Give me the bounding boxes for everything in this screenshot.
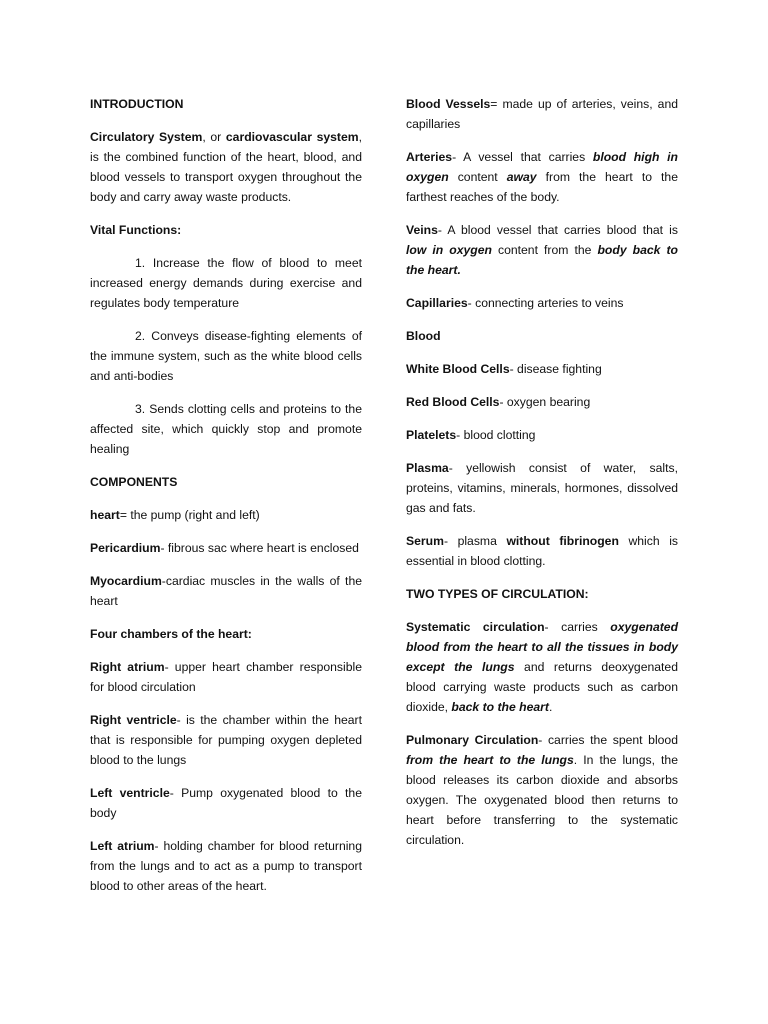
circulation-types-heading: TWO TYPES OF CIRCULATION: <box>406 587 589 601</box>
chambers-heading: Four chambers of the heart: <box>90 627 252 641</box>
definition-red-blood-cells: Red Blood Cells- oxygen bearing <box>406 395 591 409</box>
definition-white-blood-cells: White Blood Cells- disease fighting <box>406 362 602 376</box>
left-column <box>90 94 362 909</box>
right-column <box>406 94 678 863</box>
definition-blood-vessels: Blood Vessels= made up of arteries, veins, and capillaries <box>406 97 679 131</box>
definition-right-atrium: Right atrium- upper heart chamber responsible for blood circulation <box>90 660 362 694</box>
term: cardiovascular system <box>225 130 359 144</box>
definition-veins: Veins- A blood vessel that carries blood that is low in oxygen content from the body back to the heart. <box>406 223 678 277</box>
definition-myocardium: Myocardium-cardiac muscles in the walls of the heart <box>90 574 362 608</box>
definition-right-ventricle: Right ventricle- is the chamber within the heart that is responsible for pumping oxygen depleted blood to the lungs <box>90 713 363 767</box>
definition-heart: heart= the pump (right and left) <box>90 508 260 522</box>
blood-heading: Blood <box>406 329 441 343</box>
definition-plasma: Plasma- yellowish consist of water, salts, proteins, vitamins, minerals, hormones, dissolved gas and fats. <box>406 461 678 515</box>
definition-left-ventricle: Left ventricle- Pump oxygenated blood to the body <box>90 786 362 820</box>
components-heading: COMPONENTS <box>90 475 178 489</box>
vital-function-item: 3. Sends clotting cells and proteins to the affected site, which quickly stop and promote healing <box>90 402 362 456</box>
vital-functions-heading: Vital Functions: <box>90 223 182 237</box>
definition-left-atrium: Left atrium- holding chamber for blood returning from the lungs and to act as a pump to transport blood to other areas of the heart. <box>90 839 362 893</box>
definition-pulmonary-circulation: Pulmonary Circulation- carries the spent blood from the heart to the lungs. In the lungs, the blood releases its carbon dioxide and absorbs oxygen. The oxygenated blood then returns to heart before transferring to the systematic circulation. <box>406 733 678 847</box>
definition-platelets: Platelets- blood clotting <box>406 428 536 442</box>
vital-function-item: 2. Conveys disease-fighting elements of the immune system, such as the white blood cells and anti-bodies <box>90 329 362 383</box>
definition-capillaries: Capillaries- connecting arteries to veins <box>406 296 624 310</box>
term: Circulatory System <box>90 130 203 144</box>
introduction-paragraph: Circulatory System, or cardiovascular system, is the combined function of the heart, blood, and blood vessels to transport oxygen throughout the body and carry away waste products. <box>90 130 362 204</box>
definition-arteries: Arteries- A vessel that carries blood high in oxygen content away from the heart to the farthest reaches of the body. <box>406 150 678 204</box>
definition-systematic-circulation: Systematic circulation- carries oxygenated blood from the heart to all the tissues in body except the lungs and returns deoxygenated blood carrying waste products such as carbon dioxide, back to the heart. <box>406 620 679 714</box>
vital-function-item: 1. Increase the flow of blood to meet increased energy demands during exercise and regulates body temperature <box>90 256 362 310</box>
definition-serum: Serum- plasma without fibrinogen which is essential in blood clotting. <box>406 534 679 568</box>
definition-pericardium: Pericardium- fibrous sac where heart is enclosed <box>90 541 359 555</box>
introduction-heading: INTRODUCTION <box>90 97 184 111</box>
